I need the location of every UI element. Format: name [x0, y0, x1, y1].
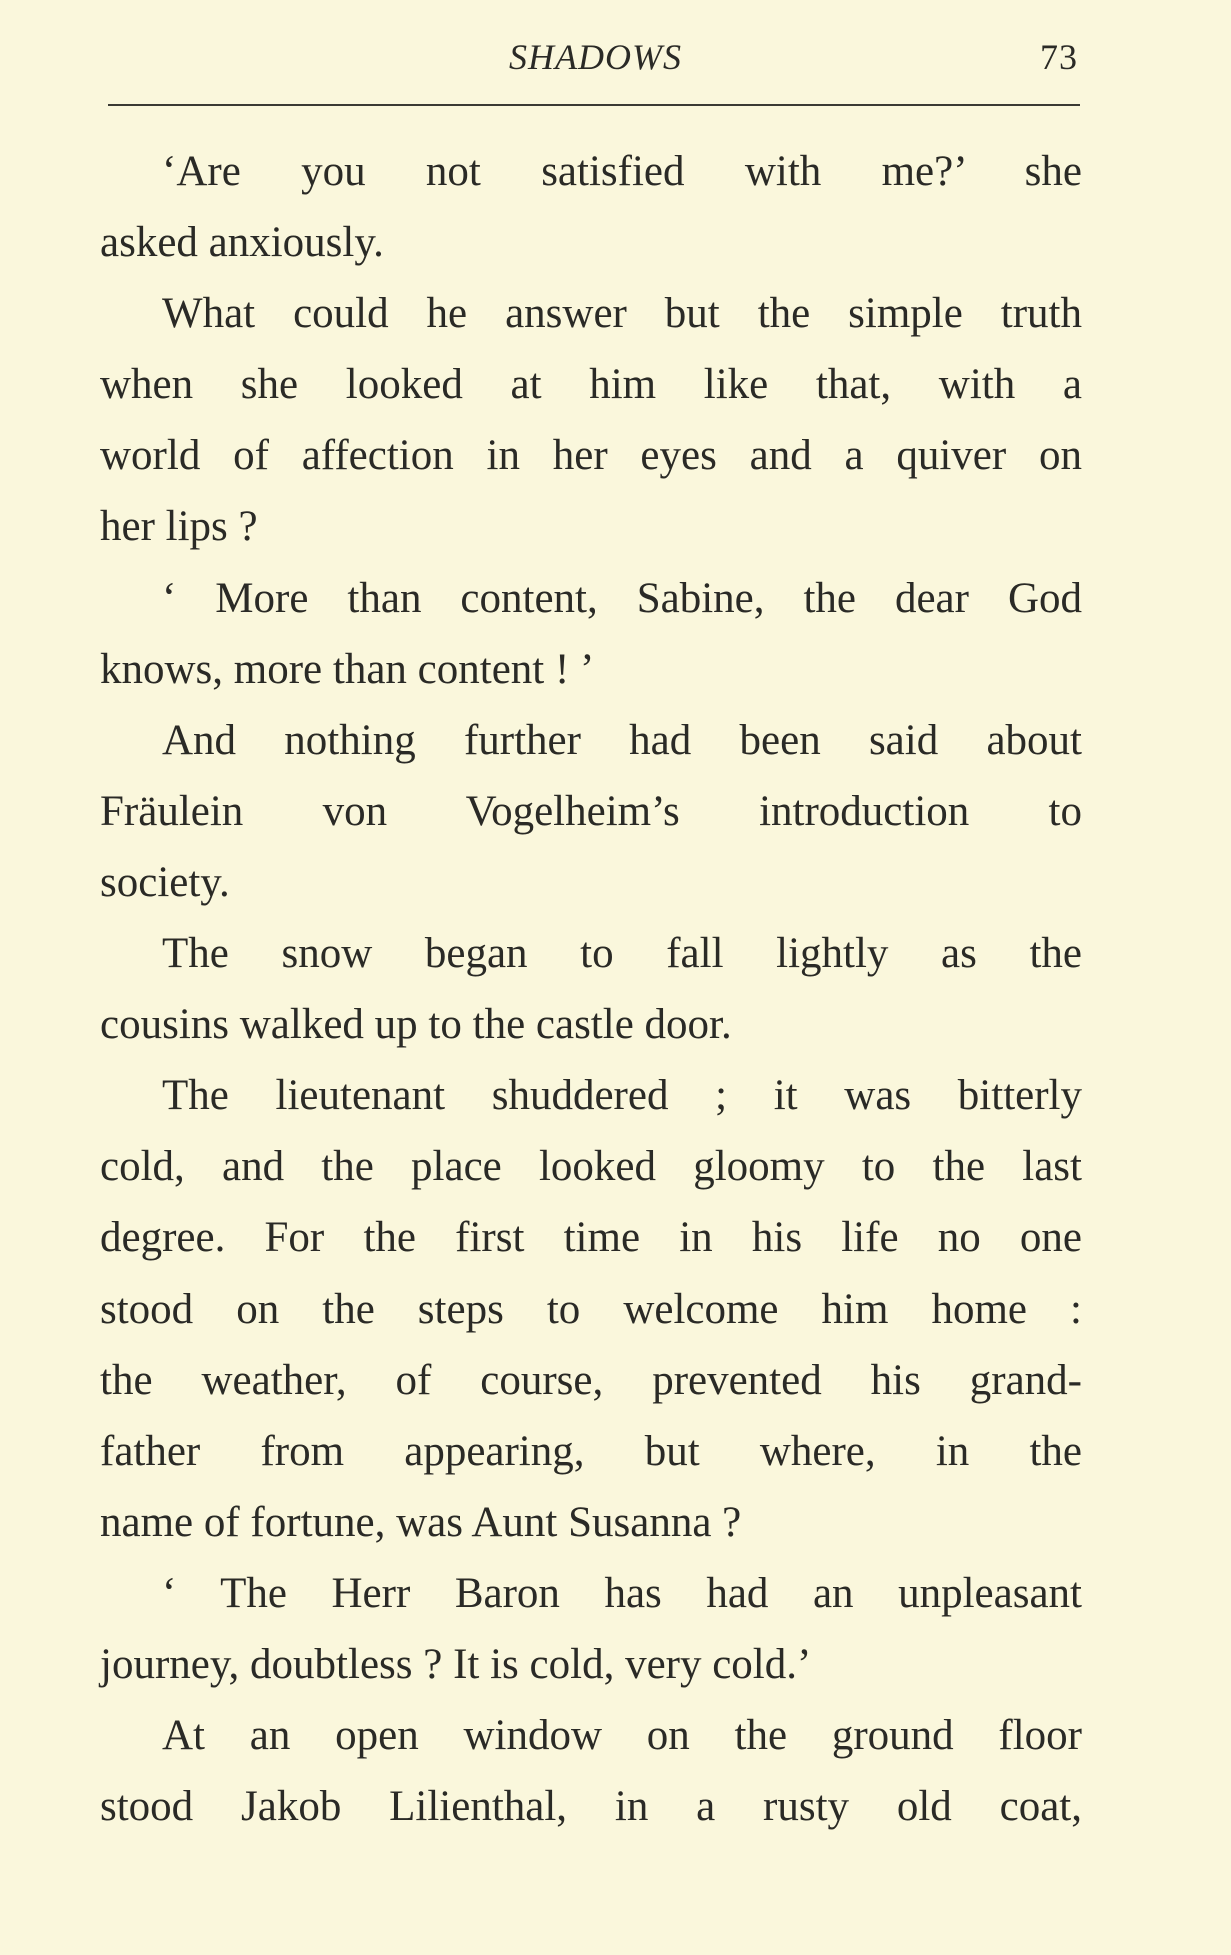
text-line: At an open window on the ground floor: [162, 1712, 1082, 1760]
text-line: ‘ More than content, Sabine, the dear God: [162, 574, 1082, 622]
text-line: stood Jakob Lilienthal, in a rusty old coat,: [100, 1783, 1082, 1831]
text-line: cousins walked up to the castle door.: [100, 1001, 732, 1049]
text-line: journey, doubtless ? It is cold, very cold.’: [100, 1640, 812, 1688]
text-line: society.: [100, 858, 230, 906]
text-line: when she looked at him like that, with a: [100, 361, 1082, 409]
text-line: ‘Are you not satisfied with me?’ she: [162, 148, 1082, 195]
text-line: Fräulein von Vogelheim’s introduction to: [100, 787, 1082, 835]
text-line: ‘ The Herr Baron has had an unpleasant: [162, 1569, 1082, 1617]
page-number: 73: [1040, 37, 1078, 77]
text-line: her lips ?: [100, 503, 258, 551]
text-line: asked anxiously.: [100, 219, 384, 267]
text-line: The snow began to fall lightly as the: [162, 930, 1082, 978]
body-text: [100, 136, 1082, 1842]
header-rule: [108, 104, 1080, 106]
text-line: the weather, of course, prevented his grand-: [100, 1356, 1082, 1404]
text-line: degree. For the first time in his life no one: [100, 1214, 1082, 1262]
text-line: name of fortune, was Aunt Susanna ?: [100, 1498, 742, 1546]
text-line: world of affection in her eyes and a quiver on: [100, 432, 1082, 480]
text-line: cold, and the place looked gloomy to the last: [100, 1143, 1082, 1191]
text-line: father from appearing, but where, in the: [100, 1427, 1082, 1475]
text-line: And nothing further had been said about: [162, 716, 1082, 764]
text-line: stood on the steps to welcome him home :: [100, 1285, 1082, 1333]
text-line: The lieutenant shuddered ; it was bitterly: [162, 1072, 1082, 1120]
running-head-title: SHADOWS: [509, 37, 682, 77]
text-line: What could he answer but the simple truth: [162, 290, 1082, 338]
text-line: knows, more than content ! ’: [100, 645, 595, 693]
